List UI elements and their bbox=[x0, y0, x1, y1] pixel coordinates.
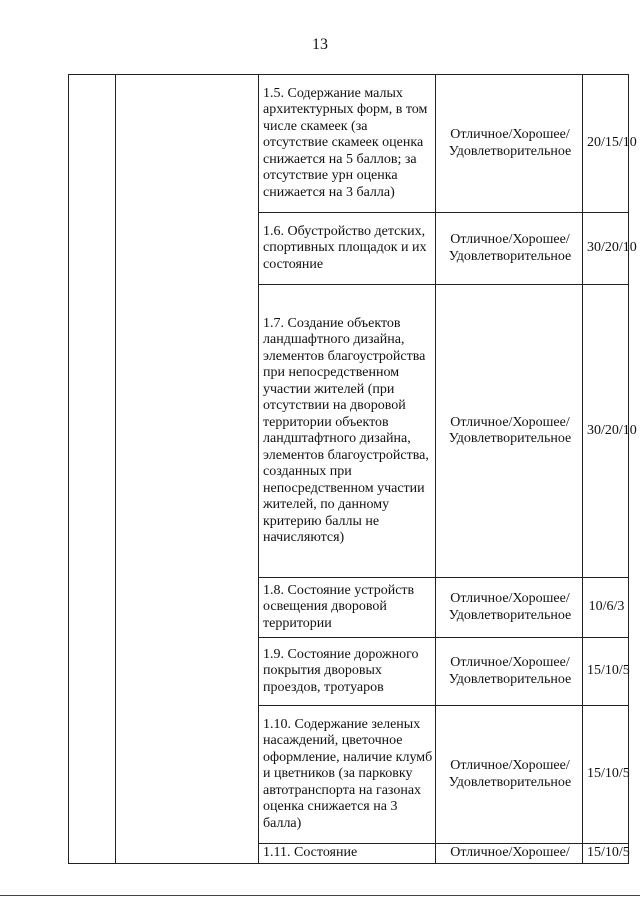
criterion-cell: 1.7. Создание объектов ландшафтного дизайна, элементов благоустройства при непосредственном участии жителей (при отсутствии на дворовой территории объектов ландштафтного дизайна, элементов благоустройства, созданных при непосредственном участии жителей, по данному критерию баллы не начисляются) bbox=[259, 285, 436, 578]
criterion-cell: 1.8. Состояние устройств освещения дворовой территории bbox=[259, 578, 436, 638]
rating-cell: Отличное/Хорошее/ Удовлетворительное bbox=[436, 213, 583, 285]
criterion-cell: 1.6. Обустройство детских, спортивных площадок и их состояние bbox=[259, 213, 436, 285]
table-row bbox=[69, 75, 629, 213]
page-bottom-rule bbox=[0, 895, 640, 896]
points-cell: 30/20/10 bbox=[583, 213, 629, 285]
page-number: 13 bbox=[312, 36, 328, 53]
rating-cell: Отличное/Хорошее/ Удовлетворительное bbox=[436, 578, 583, 638]
points-cell: 15/10/5 bbox=[583, 844, 629, 864]
rating-cell: Отличное/Хорошее/ Удовлетворительное bbox=[436, 285, 583, 578]
criterion-cell: 1.10. Содержание зеленых насаждений, цветочное оформление, наличие клумб и цветников (за парковку автотранспорта на газонах оценка снижается на 3 балла) bbox=[259, 706, 436, 844]
points-cell: 15/10/5 bbox=[583, 638, 629, 706]
points-cell: 30/20/10 bbox=[583, 285, 629, 578]
empty-category-column bbox=[116, 75, 259, 864]
empty-number-column bbox=[69, 75, 116, 864]
points-cell: 20/15/10 bbox=[583, 75, 629, 213]
criterion-cell: 1.9. Состояние дорожного покрытия дворовых проездов, тротуаров bbox=[259, 638, 436, 706]
criterion-cell: 1.5. Содержание малых архитектурных форм, в том числе скамеек (за отсутствие скамеек оценка снижается на 5 баллов; за отсутствие урн оценка снижается на 3 балла) bbox=[259, 75, 436, 213]
rating-cell: Отличное/Хорошее/ Удовлетворительное bbox=[436, 706, 583, 844]
criteria-table bbox=[68, 74, 637, 864]
points-cell: 15/10/5 bbox=[583, 706, 629, 844]
criterion-cell: 1.11. Состояние bbox=[259, 844, 436, 864]
rating-cell: Отличное/Хорошее/ Удовлетворительное bbox=[436, 75, 583, 213]
points-cell: 10/6/3 bbox=[583, 578, 629, 638]
rating-cell: Отличное/Хорошее/ bbox=[436, 844, 583, 864]
rating-cell: Отличное/Хорошее/ Удовлетворительное bbox=[436, 638, 583, 706]
